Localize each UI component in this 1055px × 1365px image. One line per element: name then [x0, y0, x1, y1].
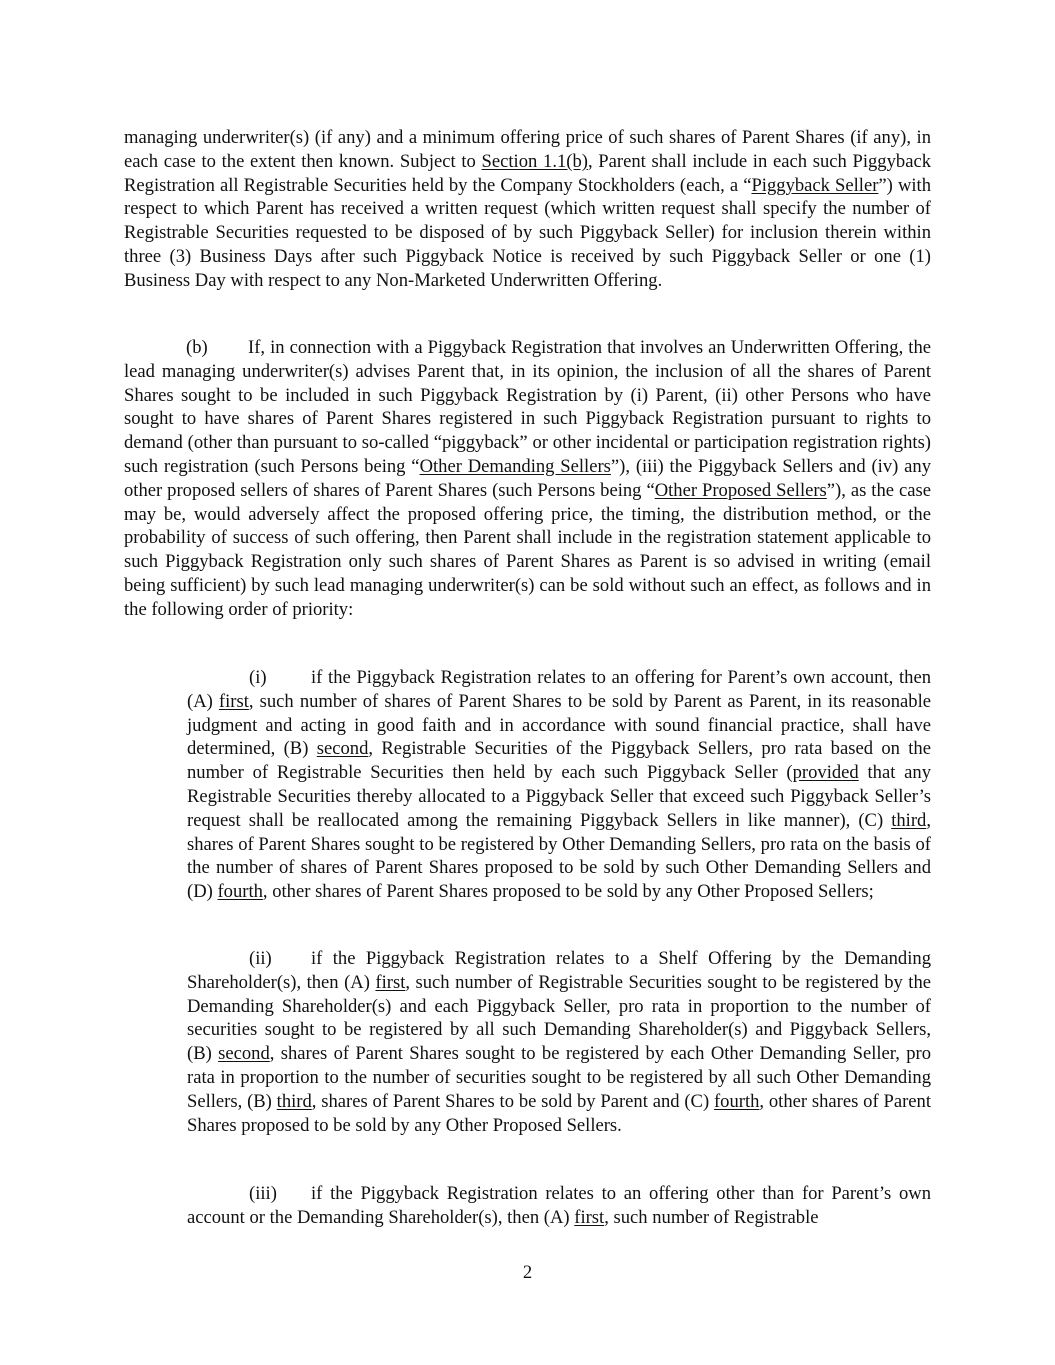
subparagraph-iii: [187, 1182, 931, 1230]
text-run: , shares of Parent Shares sought to be registered by Other Demanding Sellers, pro rata on the basis of the number of shares of Parent Shares proposed to be sold by such Other Demanding Sellers and (D): [187, 809, 931, 903]
underlined-term: provided: [792, 762, 859, 784]
text-run: if the Piggyback Registration relates to an offering for Parent’s own account, then (A): [187, 667, 931, 712]
text-run: , other shares of Parent Shares proposed to be sold by any Other Proposed Sellers.: [187, 1090, 931, 1136]
underlined-term: third: [891, 809, 927, 831]
underlined-term: first: [574, 1206, 605, 1228]
text-run: if the Piggyback Registration relates to a Shelf Offering by the Demanding Shareholder(s), then (A): [187, 948, 931, 993]
text-run: , such number of shares of Parent Shares to be sold by Parent as Parent, in its reasonable judgment and acting in good faith and in accordance with sound financial practice, shall have determined, (B): [187, 690, 931, 760]
text-run: If, in connection with a Piggyback Registration that involves an Underwritten Offering, the lead managing underwriter(s) advises Parent that, in its opinion, the inclusion of all the shares of Parent Shares sought to be included in such Piggyback Registration by (i) Parent, (ii) other Persons who have sought to have shares of Parent Shares registered in such Piggyback Registration pursuant to rights to demand (other than pursuant to so-called “piggyback” or other incidental or participation registration rights) such registration (such Persons being “: [124, 337, 931, 477]
text-run: , such number of Registrable: [604, 1206, 819, 1228]
underlined-term: first: [375, 971, 406, 993]
clause-label: (i): [249, 667, 267, 688]
subparagraph-ii: [187, 947, 931, 1137]
defined-term-other-demanding-sellers: Other Demanding Sellers: [419, 455, 611, 477]
underlined-term: first: [218, 690, 249, 712]
text-run: , Registrable Securities of the Piggyback Sellers, pro rata based on the number of Registrable Securities then held by each such Piggyback Seller (: [187, 738, 931, 784]
clause-label: (iii): [249, 1183, 277, 1204]
text-run: that any Registrable Securities thereby allocated to a Piggyback Seller that exceed such Piggyback Seller’s request shall be reallocated among the remaining Piggyback Sellers in like manner), (C): [187, 762, 931, 831]
text-run: , Parent shall include in each such Piggyback Registration all Registrable Securities held by the Company Stockholders (each, a “: [124, 150, 931, 196]
text-run: ”), as the case may be, would adversely affect the proposed offering price, the timing, the distribution method, or the probability of success of such offering, then Parent shall include in the registration statement applicable to such Piggyback Registration only such shares of Parent Shares as Parent is so advised in writing (email being sufficient) by such lead managing underwriter(s) can be sold without such an effect, as follows and in the following order of priority:: [124, 479, 931, 620]
section-reference-link: Section 1.1(b): [481, 150, 588, 172]
text-run: , shares of Parent Shares to be sold by Parent and (C): [311, 1090, 714, 1112]
text-run: ”) with respect to which Parent has received a written request (which written request shall specify the number of Registrable Securities requested to be disposed of by such Piggyback Seller) for inclusion therein within three (3) Business Days after such Piggyback Notice is received by such Piggyback Seller or one (1) Business Day with respect to any Non-Marketed Underwritten Offering.: [124, 174, 932, 291]
underlined-term: fourth: [713, 1090, 760, 1112]
clause-label: (b): [186, 337, 208, 358]
page-number: 2: [522, 1262, 533, 1283]
text-run: ”), (iii) the Piggyback Sellers and (iv) any other proposed sellers of shares of Parent Shares (such Persons being “: [124, 455, 931, 501]
text-run: , shares of Parent Shares sought to be registered by each Other Demanding Seller, pro rata in proportion to the number of securities sought to be registered by all such Other Demanding Sellers, (B): [187, 1043, 932, 1112]
paragraph-b: [124, 336, 931, 622]
underlined-term: third: [276, 1090, 312, 1112]
text-run: if the Piggyback Registration relates to an offering other than for Parent’s own account or the Demanding Shareholder(s), then (A): [187, 1183, 931, 1228]
text-run: , such number of Registrable Securities sought to be registered by the Demanding Shareholder(s) and each Piggyback Seller, pro rata in proportion to the number of securities sought to be registered by all such Demanding Shareholder(s) and Piggyback Sellers, (B): [187, 971, 931, 1065]
clause-label: (ii): [249, 948, 272, 969]
subparagraph-i: [187, 666, 931, 904]
defined-term-piggyback-seller: Piggyback Seller: [751, 174, 879, 196]
text-run: , other shares of Parent Shares proposed to be sold by any Other Proposed Sellers;: [262, 881, 874, 903]
text-run: managing underwriter(s) (if any) and a minimum offering price of such shares of Parent Shares (if any), in each case to the extent then known. Subject to: [124, 127, 931, 172]
underlined-term: fourth: [217, 881, 263, 903]
defined-term-other-proposed-sellers: Other Proposed Sellers: [654, 479, 827, 501]
underlined-term: second: [218, 1043, 270, 1065]
paragraph-continued: [124, 126, 931, 293]
underlined-term: second: [316, 738, 369, 760]
